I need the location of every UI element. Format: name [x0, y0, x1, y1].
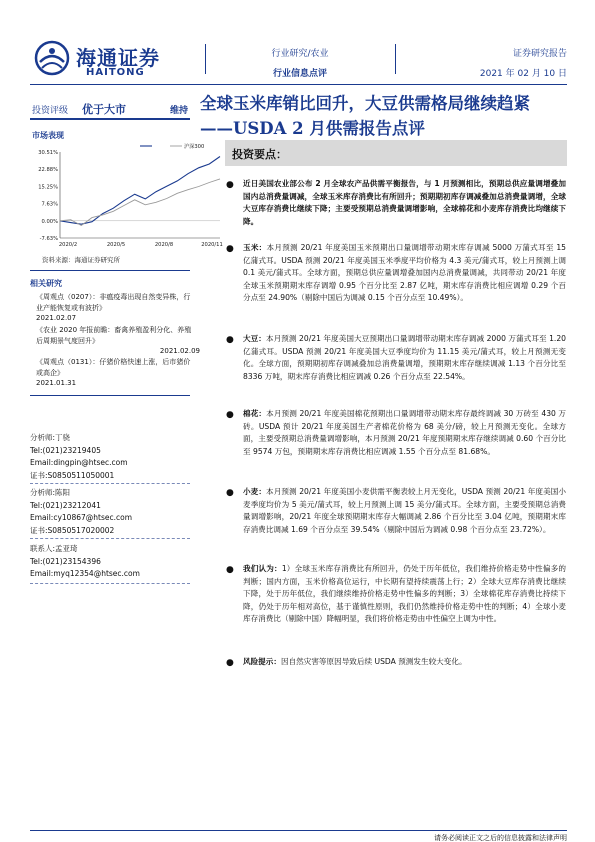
section-rule [30, 395, 190, 396]
bullet-icon: ● [226, 244, 234, 254]
cotton-heading: 棉花： [243, 409, 267, 418]
bullet-icon: ● [226, 565, 234, 575]
risk-paragraph [226, 656, 566, 669]
soybean-text: 本月预测 20/21 年度美国大豆预期出口量调增带动期末库存调减 2000 万蒲式耳至 1.20 亿蒲式耳。USDA 预测 20/21 年度美国大豆季度均价为 11.15 美元/蒲式耳，较上月预测无变化。全球方面，预期期初库存调减叠加总消费量调增，预期期末库存继续调减 1.13 个百分比至 8336 万吨，期末库存消费比相应调减 0.26 个百分点至 22.54%。 [243, 334, 567, 381]
chart-y-tick-label: 22.88% [38, 167, 58, 174]
header-divider [205, 44, 206, 74]
bullet-icon: ● [226, 410, 234, 420]
report-subtitle: ——USDA 2 月供需报告点评 [200, 119, 425, 138]
analyst-email[interactable]: Email:dingpin@htsec.com [30, 458, 128, 467]
investment-rating [30, 100, 190, 120]
investment-points-title: 投资要点： [232, 148, 287, 161]
chart-y-tick-label: 30.51% [38, 150, 58, 156]
related-item-title: 《周观点（0131）：仔猪价格快速上涨，后市猪价或高企》 [36, 358, 191, 377]
related-item-date: 2021.01.31 [36, 379, 77, 387]
analyst-cert: 证书:S0850511050001 [30, 470, 115, 480]
chart-x-tick-label: 2020/5 [106, 242, 126, 248]
related-item[interactable] [36, 357, 196, 389]
rating-action: 维持 [169, 106, 188, 116]
chart-series-line-sector [60, 157, 220, 225]
chart-y-tick-label: 7.63% [41, 201, 58, 208]
chart-x-tick-label: 2020/11 [201, 242, 223, 248]
related-item[interactable] [36, 325, 196, 346]
wheat-text: 本月预测 20/21 年度美国小麦供需平衡表较上月无变化，USDA 预测 20/21 年度美国小麦季度均价为 5 美元/蒲式耳，较上月预测上调 15 美分/蒲式耳。全球方面，主要受预期总消费量调增影响，20/21 年度全球预期期末库存大幅调减 2.86 个百分比至 3.04 亿吨，预期期末库存消费比调减 1.69 个百分点至 39.54%（剔除中国后为调减 0.98 个百分点至 23.72%）。 [243, 487, 567, 534]
logo-chinese-name: 海通证券 [76, 46, 160, 70]
analyst-block [30, 487, 132, 537]
summary-paragraph [226, 178, 566, 228]
analyst-tel: Tel:(021)23212041 [30, 500, 101, 510]
corn-text: 本月预测 20/21 年度美国玉米预期出口量调增带动期末库存调减 5000 万蒲式耳至 15 亿蒲式耳。USDA 预测 20/21 年度美国玉米季度平均价格为 4.3 美元/蒲式耳，较上月预测上调 0.1 美元/蒲式耳。全球方面，预期总供应量调增叠加国内总消费量调减，共同带动 20/21 年度全球玉米预期期末库存调增 0.95 个百分比至 2.87 亿吨，期末库存消费比相应调增 0.29 个百分点至 24.90%（剔除中国后为调减 0.15 个百分点至 10.49%）。 [243, 243, 566, 303]
soybean-heading: 大豆： [243, 334, 266, 343]
view-paragraph [226, 563, 566, 626]
analyst-email[interactable]: Email:cy10867@htsec.com [30, 513, 132, 522]
wheat-heading: 小麦： [243, 487, 267, 496]
analyst-block [30, 543, 140, 581]
chart-series-line-hs300 [60, 179, 220, 226]
bullet-icon: ● [226, 488, 234, 498]
chart-x-tick-label: 2020/2 [58, 242, 78, 248]
rating-label: 投资评级 [32, 106, 69, 116]
cotton-text: 本月预测 20/21 年度美国棉花预期出口量调增带动期末库存最终调减 30 万砖至 430 万砖。USDA 预计 20/21 年度美国生产者棉花价格为 68 美分/磅，较上月预测无变化。全球方面，主要受预期总消费量调增影响，本月预测 20/21 年度预期期末库存继续调减 0.60 个百分比至 9574 万包，预期期末库存消费比相应调减 1.55 个百分点至 81.68%。 [243, 409, 567, 456]
chart-source: 资料来源：海通证券研究所 [42, 256, 120, 264]
industry-label: 行业研究/农业 [271, 49, 329, 59]
related-item-title: 《农业 2020 年报前瞻：畜禽养殖盈利分化、养殖后周期景气度回升》 [36, 326, 192, 345]
related-item-title: 《周观点（0207）：非瘟疫毒出现自然变异株，行业产能恢复或有波折》 [36, 293, 191, 312]
analyst-separator [30, 583, 190, 584]
bullet-icon: ● [226, 180, 234, 190]
chart-y-tick-label: 0.00% [41, 218, 58, 225]
corn-heading: 玉米： [243, 243, 267, 252]
view-heading: 我们认为： [243, 564, 282, 573]
haitong-logo [30, 40, 180, 82]
related-research-title: 相关研究 [30, 279, 62, 288]
analyst-separator [30, 538, 190, 539]
soybean-paragraph [226, 333, 566, 383]
market-performance-title: 市场表现 [32, 131, 64, 140]
cotton-paragraph [226, 408, 566, 458]
section-rule [30, 270, 190, 271]
haitong-logo-icon [34, 40, 70, 76]
analyst-name: 联系人:孟亚琦 [30, 544, 78, 553]
footer-disclaimer: 请务必阅读正文之后的信息披露和法律声明 [434, 834, 567, 842]
risk-text: 因自然灾害等原因导致后续 USDA 预测发生较大变化。 [280, 657, 467, 666]
risk-heading: 风险提示： [243, 657, 281, 666]
footer-rule [30, 830, 567, 831]
market-performance-chart [30, 140, 225, 250]
view-text: 1）全球玉米库存消费比有所回升，仍处于历年低位，我们维持价格走势中性偏多的判断；国内方面，玉米价格高位运行，中长期有望持续震荡上行；2）全球大豆库存消费比继续下降，处于历年低位，我们继续维持价格走势中性偏多的判断；3）全球棉花库存消费比持续下降，仍处于历年相对高位，基于谨慎性原则，我们仍然维持价格走势中性的判断；4）全球小麦库存消费比（剔除中国）降幅明显，我们将价格走势由中性偏空上调为中性。 [243, 564, 567, 624]
rating-value: 优于大市 [82, 103, 126, 116]
logo-english-name: HAITONG [86, 67, 145, 78]
header-rule [30, 84, 567, 85]
analyst-email[interactable]: Email:myq12354@htsec.com [30, 569, 140, 578]
chart-y-tick-label: 15.25% [38, 184, 58, 191]
analyst-tel: Tel:(021)23154396 [30, 556, 101, 566]
analyst-cert: 证书:S0850517020002 [30, 525, 115, 535]
bullet-icon: ● [226, 335, 234, 345]
related-item[interactable] [36, 292, 196, 324]
chart-legend-label: 沪深300 [184, 144, 205, 150]
report-type-label: 行业信息点评 [272, 69, 327, 79]
analyst-block [30, 432, 128, 482]
report-title: 全球玉米库销比回升，大豆供需格局继续趋紧 [200, 94, 530, 113]
related-item-date: 2021.02.07 [36, 314, 77, 322]
related-item-date: 2021.02.09 [159, 347, 200, 355]
chart-y-tick-label: -7.63% [39, 236, 58, 242]
chart-x-tick-label: 2020/8 [154, 242, 174, 248]
analyst-tel: Tel:(021)23219405 [30, 445, 101, 455]
bullet-icon: ● [226, 658, 234, 668]
wheat-paragraph [226, 486, 566, 536]
brand-report-label: 证券研究报告 [512, 49, 567, 59]
summary-text: 近日美国农业部公布 2 月全球农产品供需平衡报告，与 1 月预测相比，预期总供应量调增叠加国内总消费量调减，全球玉米库存消费比有所回升；预期期初库存调减叠加总消费量调增，全球大豆库存消费比继续下降；主要受预期总消费量调增影响，全球棉花和小麦库存消费比均继续下降。 [243, 179, 566, 226]
corn-paragraph [226, 242, 566, 305]
analyst-separator [30, 483, 190, 484]
header-divider [395, 44, 396, 74]
analyst-name: 分析师:陈阳 [30, 488, 71, 497]
analyst-name: 分析师:丁骁 [30, 433, 71, 442]
report-date: 2021 年 02 月 10 日 [479, 69, 567, 79]
